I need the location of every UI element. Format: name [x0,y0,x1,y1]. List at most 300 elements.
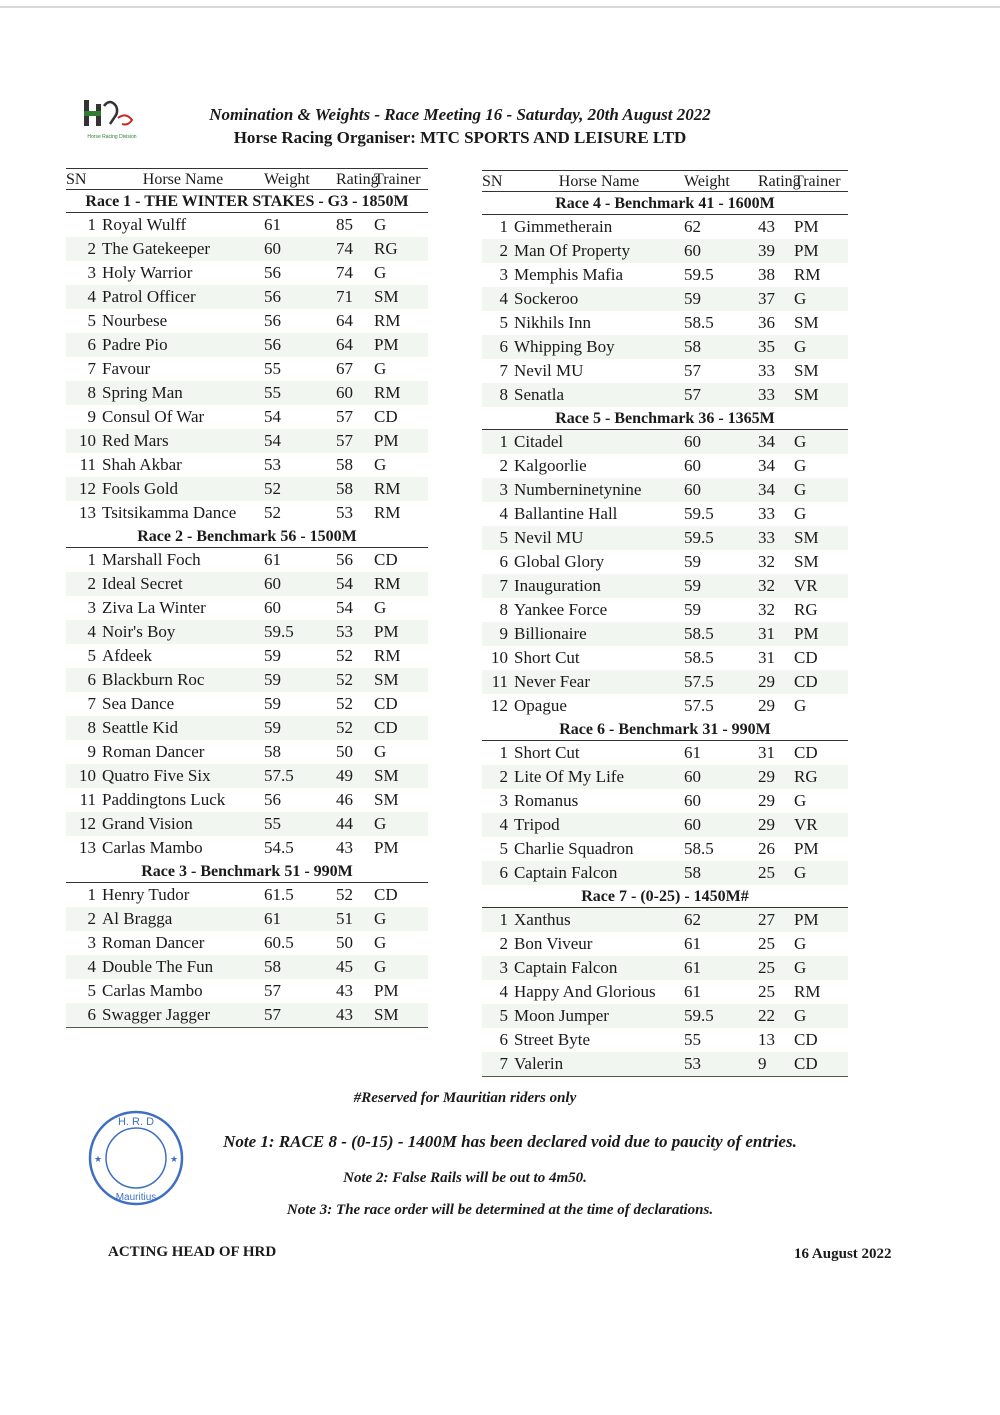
horse-sn: 9 [87,742,96,761]
horse-name: Tsitsikamma Dance [102,503,237,522]
horse-sn: 6 [499,552,508,571]
horse-trainer: G [794,478,848,502]
horse-weight: 54 [264,407,281,426]
horse-name: Afdeek [102,646,153,665]
horse-trainer: CD [374,694,398,713]
horse-trainer: RG [374,237,428,261]
horse-trainer: SM [794,313,819,332]
horse-name: Noir's Boy [102,620,264,644]
horse-weight: 57.5 [684,670,758,694]
horse-sn: 4 [66,285,102,309]
horse-sn: 4 [482,287,514,311]
horse-name: Yankee Force [514,600,608,619]
horse-trainer: CD [794,648,818,667]
horse-rating: 27 [758,908,794,933]
horse-name: Numberninetynine [514,478,684,502]
horse-row [482,908,848,933]
horse-sn: 4 [499,982,508,1001]
horse-weight: 59.5 [684,265,714,284]
horse-sn: 2 [66,237,102,261]
horse-sn: 10 [491,648,508,667]
horse-name: Global Glory [514,552,605,571]
horse-weight: 52 [264,503,281,522]
horse-rating: 54 [336,572,374,596]
horse-trainer: G [794,956,848,980]
horse-row [482,335,848,359]
horse-trainer: CD [374,407,398,426]
horse-trainer: G [374,598,387,617]
horse-sn: 12 [66,812,102,836]
horse-rating: 58 [336,477,374,501]
horse-trainer: VR [794,813,848,837]
horse-name: Sockeroo [514,287,684,311]
horse-rating: 43 [336,1003,374,1028]
horse-name: Valerin [514,1052,684,1077]
horse-name: Bon Viveur [514,934,593,953]
horse-row [482,837,848,861]
horse-row [482,526,848,550]
horse-weight: 59.5 [684,1004,758,1028]
organiser-title: Horse Racing Organiser: MTC SPORTS AND LEISURE LTD [233,128,687,147]
horse-row [66,620,428,644]
horse-name: Ballantine Hall [514,504,618,523]
horse-sn: 11 [482,670,514,694]
horse-trainer: G [374,907,428,931]
horse-trainer: RM [374,646,401,665]
horse-sn: 3 [499,791,508,810]
race-title: Race 7 - (0-25) - 1450M# [482,885,848,908]
document-header [150,104,770,150]
header-sn: SN [66,169,102,190]
horse-row [482,502,848,526]
column-header-row [66,169,428,190]
horse-row [482,694,848,718]
horse-rating: 58 [336,455,353,474]
horse-sn: 12 [491,696,508,715]
svg-text:Horse Racing Division: Horse Racing Division [87,134,137,140]
horse-trainer: G [794,456,807,475]
horse-trainer: VR [794,574,848,598]
horse-rating: 22 [758,1004,794,1028]
horse-row [66,955,428,979]
horse-rating: 32 [758,574,794,598]
horse-sn: 2 [482,765,514,789]
horse-weight: 60 [684,813,758,837]
header-horse-name: Horse Name [102,169,264,190]
horse-row [66,572,428,596]
horse-name: Ziva La Winter [102,598,206,617]
race-title-row [482,192,848,215]
horse-rating: 31 [758,743,775,762]
horse-sn: 4 [482,813,514,837]
horse-rating: 44 [336,812,374,836]
horse-rating: 34 [758,456,775,475]
horse-rating: 33 [758,526,794,550]
horse-trainer: G [374,955,428,979]
horse-weight: 61 [684,934,701,953]
hrd-mauritius-stamp-icon [86,1108,186,1208]
horse-trainer: PM [374,429,428,453]
horse-row [66,812,428,836]
race-title: Race 2 - Benchmark 56 - 1500M [66,525,428,548]
horse-weight: 58 [684,335,758,359]
horse-sn: 1 [87,550,96,569]
horse-name: Roman Dancer [102,742,205,761]
horse-trainer: PM [794,839,819,858]
horse-sn: 6 [499,1030,508,1049]
horse-row [482,813,848,837]
horse-name: Inauguration [514,574,684,598]
horse-sn: 1 [87,885,96,904]
horse-trainer: G [794,696,807,715]
horse-trainer: PM [794,908,848,933]
horse-row [66,764,428,788]
horse-rating: 25 [758,934,775,953]
horse-weight: 59 [264,668,336,692]
horse-name: Man Of Property [514,239,684,263]
horse-rating: 52 [336,716,374,740]
horse-name: Billionaire [514,622,684,646]
horse-rating: 45 [336,955,374,979]
horse-rating: 34 [758,430,794,455]
horse-weight: 60 [264,237,336,261]
horse-trainer: RM [374,311,401,330]
horse-weight: 61 [684,982,701,1001]
horse-row [482,478,848,502]
horse-trainer: RM [374,477,428,501]
horse-sn: 7 [482,574,514,598]
horse-trainer: PM [794,622,848,646]
horse-name: Nevil MU [514,526,684,550]
horse-name: Spring Man [102,381,264,405]
horse-weight: 52 [264,477,336,501]
horse-weight: 58.5 [684,648,714,667]
horse-rating: 85 [336,215,353,234]
horse-sn: 6 [482,335,514,359]
horse-row [66,429,428,453]
column-header-row [482,171,848,192]
horse-name: Never Fear [514,670,684,694]
horse-sn: 7 [499,361,508,380]
horse-trainer: SM [794,552,819,571]
horse-rating: 13 [758,1030,775,1049]
horse-weight: 54.5 [264,838,294,857]
horse-name: Captain Falcon [514,861,684,885]
horse-trainer: G [794,335,848,359]
horse-row [66,381,428,405]
horse-sn: 4 [499,504,508,523]
horse-name: Short Cut [514,743,580,762]
horse-sn: 1 [482,908,514,933]
horse-trainer: PM [374,981,399,1000]
horse-weight: 62 [684,217,701,236]
horse-sn: 3 [482,956,514,980]
horse-row [66,1003,428,1028]
horse-name: Short Cut [514,648,580,667]
horse-rating: 50 [336,742,353,761]
horse-rating: 25 [758,956,794,980]
horse-trainer: SM [794,383,848,407]
horse-rating: 9 [758,1052,794,1077]
horse-name: Carlas Mambo [102,981,203,1000]
horse-weight: 61 [264,550,281,569]
horse-sn: 1 [499,217,508,236]
horse-weight: 60 [684,478,758,502]
horse-rating: 52 [336,885,353,904]
horse-rating: 52 [336,668,374,692]
horse-name: Blackburn Roc [102,668,264,692]
horse-name: Swagger Jagger [102,1003,264,1028]
header-trainer: Trainer [374,169,428,190]
horse-row [66,285,428,309]
horse-name: Xanthus [514,908,684,933]
horse-weight: 58.5 [684,313,714,332]
horse-row [66,548,428,573]
horse-sn: 2 [499,456,508,475]
horse-row [66,836,428,860]
horse-trainer: CD [374,885,398,904]
horse-name: Opague [514,696,567,715]
horse-weight: 55 [264,381,336,405]
horse-sn: 12 [66,477,102,501]
horse-trainer: RM [374,381,428,405]
horse-row [482,1004,848,1028]
horse-sn: 1 [499,743,508,762]
horse-rating: 60 [336,381,374,405]
horse-sn: 2 [66,907,102,931]
horse-row [482,383,848,407]
horse-rating: 50 [336,933,353,952]
horse-name: Ideal Secret [102,572,264,596]
horse-name: Happy And Glorious [514,982,656,1001]
horse-weight: 61 [264,907,336,931]
horse-trainer: SM [374,285,428,309]
horse-row [66,333,428,357]
horse-name: Nourbese [102,311,168,330]
horse-sn: 5 [499,313,508,332]
horse-rating: 57 [336,429,374,453]
header-rating: Rating [758,172,801,190]
horse-weight: 57 [684,361,701,380]
hrd-horse-logo-icon [82,96,142,142]
horse-weight: 56 [264,311,281,330]
horse-row [66,261,428,285]
horse-row [482,359,848,383]
horse-row [66,716,428,740]
horse-name: The Gatekeeper [102,237,264,261]
horse-rating: 29 [758,813,794,837]
horse-weight: 59 [264,716,336,740]
race-title-row [66,525,428,548]
horse-rating: 74 [336,237,374,261]
horse-trainer: G [374,933,387,952]
horse-sn: 9 [482,622,514,646]
race-title-row [482,718,848,741]
horse-row [482,215,848,240]
horse-row [482,670,848,694]
header-horse-name: Horse Name [514,171,684,192]
scan-edge-line [0,6,1000,8]
horse-name: Whipping Boy [514,335,684,359]
horse-name: Padre Pio [102,333,264,357]
horse-rating: 52 [336,646,353,665]
horse-name: Roman Dancer [102,933,205,952]
document-date: 16 August 2022 [794,1246,892,1262]
horse-trainer: G [794,934,807,953]
horse-row [66,740,428,764]
horse-rating: 29 [758,765,794,789]
horse-sn: 8 [482,383,514,407]
horse-trainer: G [374,742,387,761]
horse-weight: 56 [264,285,336,309]
horse-trainer: SM [374,668,428,692]
horse-sn: 11 [79,455,96,474]
horse-weight: 57.5 [264,764,336,788]
horse-sn: 3 [499,265,508,284]
reserved-note: #Reserved for Mauritian riders only [353,1090,577,1106]
horse-trainer: PM [794,239,848,263]
horse-trainer: G [374,359,387,378]
horse-sn: 11 [79,790,96,809]
horse-trainer: RG [794,600,818,619]
horse-sn: 4 [66,620,102,644]
horse-rating: 38 [758,265,775,284]
horse-sn: 3 [87,263,96,282]
horse-sn: 9 [87,407,96,426]
horse-name: Memphis Mafia [514,265,624,284]
horse-trainer: RM [794,265,821,284]
horse-rating: 25 [758,982,775,1001]
horse-rating: 53 [336,503,353,522]
race-title-row [482,885,848,908]
horse-row [66,237,428,261]
horse-name: Royal Wulff [102,215,187,234]
horse-name: Carlas Mambo [102,838,203,857]
horse-rating: 71 [336,285,374,309]
horse-weight: 60 [684,239,758,263]
horse-name: Henry Tudor [102,885,190,904]
horse-row [66,596,428,620]
horse-sn: 7 [87,359,96,378]
horse-name: Consul Of War [102,407,205,426]
note-1: Note 1: RACE 8 - (0-15) - 1400M has been declared void due to paucity of entries. [223,1132,797,1151]
horse-sn: 3 [482,478,514,502]
horse-sn: 10 [66,764,102,788]
race-title: Race 1 - THE WINTER STAKES - G3 - 1850M [66,190,428,213]
horse-row [482,789,848,813]
horse-name: Tripod [514,813,684,837]
svg-text:★: ★ [93,1154,103,1164]
horse-row [66,979,428,1003]
horse-row [482,861,848,885]
horse-name: Sea Dance [102,694,175,713]
horse-name: Double The Fun [102,955,264,979]
horse-rating: 74 [336,263,353,282]
horse-row [482,550,848,574]
horse-sn: 8 [66,381,102,405]
horse-rating: 64 [336,333,374,357]
horse-trainer: CD [794,1030,818,1049]
header-trainer: Trainer [794,171,848,192]
horse-row [66,501,428,525]
horse-trainer: RM [374,503,401,522]
horse-weight: 61 [684,743,701,762]
horse-weight: 60 [684,791,701,810]
horse-name: Favour [102,359,151,378]
horse-row [482,1028,848,1052]
horse-weight: 62 [684,908,758,933]
horse-weight: 54 [264,429,336,453]
horse-weight: 60 [264,572,336,596]
horse-rating: 37 [758,287,794,311]
horse-weight: 58 [684,861,758,885]
horse-sn: 6 [66,333,102,357]
horse-sn: 2 [66,572,102,596]
horse-sn: 3 [87,598,96,617]
horse-name: Romanus [514,791,579,810]
horse-name: Al Bragga [102,907,264,931]
horse-weight: 58 [264,742,281,761]
horse-sn: 4 [66,955,102,979]
horse-name: Holy Warrior [102,263,193,282]
horse-rating: 29 [758,791,775,810]
horse-rating: 33 [758,383,794,407]
horse-weight: 57 [264,1003,336,1028]
horse-weight: 59.5 [264,620,336,644]
horse-rating: 39 [758,239,794,263]
horse-rating: 32 [758,600,775,619]
horse-row [66,788,428,812]
horse-name: Senatla [514,383,684,407]
horse-row [66,644,428,668]
horse-sn: 3 [87,933,96,952]
horse-name: Nevil MU [514,361,584,380]
horse-sn: 7 [87,694,96,713]
horse-rating: 26 [758,839,775,858]
horse-sn: 1 [482,430,514,455]
horse-name: Gimmetherain [514,217,613,236]
horse-weight: 60.5 [264,933,294,952]
horse-rating: 67 [336,359,353,378]
svg-text:H. R. D: H. R. D [117,1116,155,1128]
horse-row [482,574,848,598]
horse-name: Nikhils Inn [514,313,591,332]
svg-text:Mauritius: Mauritius [115,1192,157,1203]
horse-sn: 2 [482,239,514,263]
horse-sn: 5 [482,526,514,550]
horse-row [482,622,848,646]
horse-row [66,309,428,333]
horse-row [66,883,428,908]
horse-sn: 5 [87,646,96,665]
horse-name: Marshall Foch [102,550,201,569]
horse-row [66,357,428,381]
horse-trainer: G [794,430,848,455]
horse-row [66,453,428,477]
horse-weight: 55 [684,1030,701,1049]
horse-sn: 5 [499,839,508,858]
horse-rating: 35 [758,335,794,359]
horse-weight: 61 [264,215,281,234]
horse-name: Patrol Officer [102,285,264,309]
header-sn: SN [482,171,514,192]
horse-weight: 60 [684,456,701,475]
horse-trainer: SM [374,1003,428,1028]
horse-row [66,931,428,955]
horse-sn: 13 [79,838,96,857]
horse-trainer: PM [794,217,819,236]
horse-rating: 31 [758,648,775,667]
